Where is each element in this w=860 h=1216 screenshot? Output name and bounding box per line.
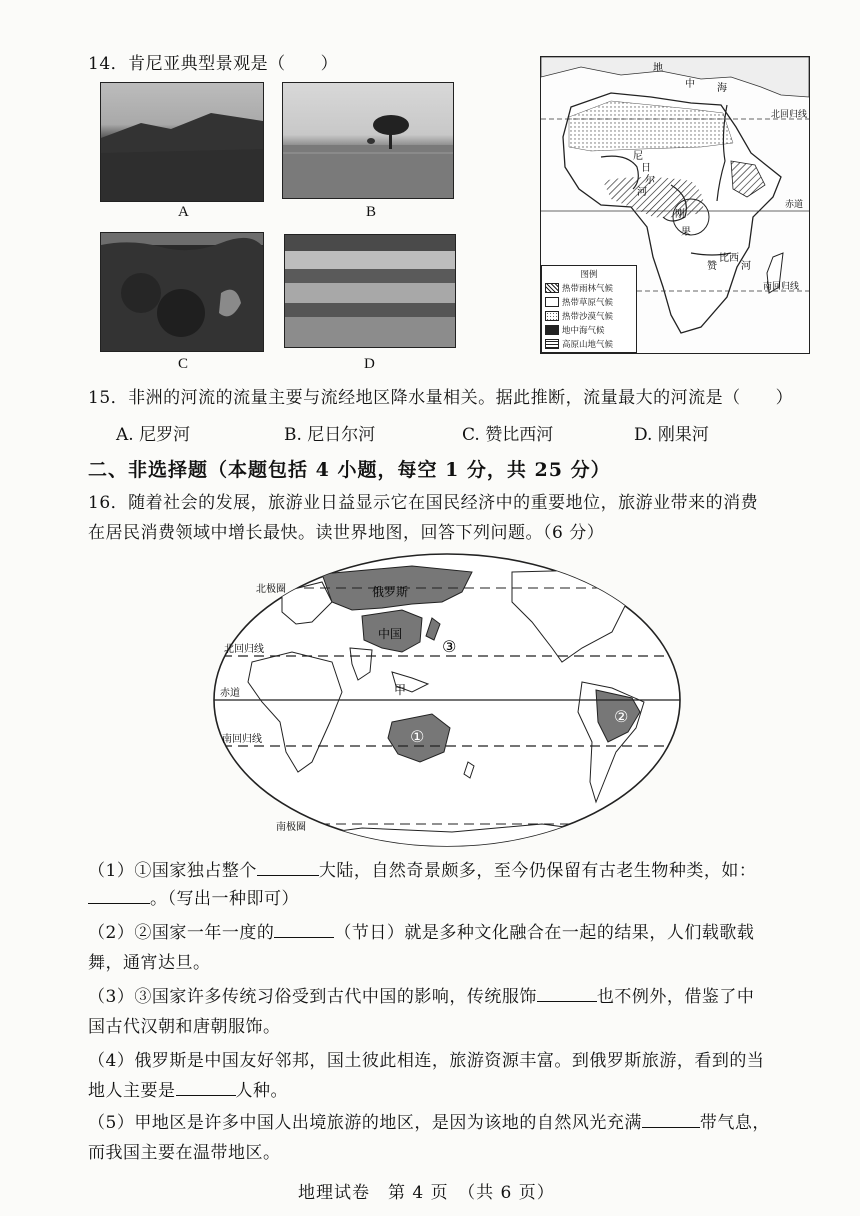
subq-1-text-c: 。（写出一种即可） (150, 889, 299, 909)
subq-3-blank[interactable] (537, 1001, 597, 1002)
africa-map-legend (541, 265, 637, 353)
q15-option-c: C. 赞比西河 (462, 425, 554, 445)
legend-desert-swatch-icon (545, 311, 559, 321)
label-ni: 尼 (633, 151, 643, 162)
subq-5-blank[interactable] (642, 1127, 700, 1128)
legend-item (545, 310, 633, 322)
photo-b-tree (283, 83, 453, 198)
label-tropic-cancer-world: 北回归线 (224, 644, 264, 655)
subq-2-cont: 舞，通宵达旦。 (88, 953, 211, 973)
section-2-title: 二、非选择题（本题包括 4 小题，每空 1 分，共 25 分） (88, 459, 611, 481)
subq-3 (88, 983, 754, 1011)
marker-1-australia: ① (410, 727, 425, 746)
page-footer: 地理试卷 第 4 页 （共 6 页） (298, 1183, 555, 1203)
photo-a-landscape (100, 82, 264, 202)
subq-5 (88, 1109, 770, 1137)
photo-d-bands (285, 235, 455, 347)
question-16-stem-line1: 16．随着社会的发展，旅游业日益显示它在国民经济中的重要地位，旅游业带来的消费 (88, 493, 759, 513)
subq-4-text-c: 人种。 (235, 1081, 288, 1101)
question-14-stem: 14．肯尼亚典型景观是（ ） (88, 54, 339, 74)
marker-3-japan: ③ (442, 637, 457, 656)
label-tropic-capricorn-world: 南回归线 (222, 734, 262, 745)
label-china: 中国 (378, 627, 403, 641)
subq-5-text-b: 带气息， (699, 1113, 770, 1133)
legend-highland-swatch-icon (545, 339, 559, 349)
legend-item (545, 338, 633, 350)
subq-1 (88, 857, 756, 885)
legend-item (545, 296, 633, 308)
photo-d-landscape (284, 234, 456, 348)
photo-d-label: D (364, 356, 375, 372)
subq-4-cont (88, 1077, 288, 1105)
legend-item-label: 热带雨林气候 (562, 284, 614, 294)
photo-b-label: B (366, 204, 377, 220)
label-bixi: 比西 (719, 253, 739, 264)
label-he2: 河 (741, 261, 751, 272)
subq-5-text-a: （5）甲地区是许多中国人出境旅游的地区，是因为该地的自然风光充满 (88, 1113, 642, 1133)
label-gang: 刚 (675, 209, 685, 220)
q15-option-d: D. 刚果河 (634, 425, 709, 445)
legend-mediterranean-swatch-icon (545, 325, 559, 335)
subq-4-blank[interactable] (176, 1095, 236, 1096)
subq-2-text-a: （2）②国家一年一度的 (88, 923, 275, 943)
subq-1-blank-a[interactable] (257, 875, 319, 876)
subq-3-text-b: 也不例外，借鉴了中 (596, 987, 755, 1007)
label-tropic-capricorn: 南回归线 (763, 282, 800, 292)
photo-a-mountain (101, 83, 263, 201)
subq-3-cont: 国古代汉朝和唐朝服饰。 (88, 1017, 281, 1037)
photo-c-forest (100, 232, 264, 352)
legend-item-label: 热带草原气候 (562, 298, 614, 308)
question-16-stem-line2: 在居民消费领域中增长最快。读世界地图，回答下列问题。（6 分） (88, 523, 605, 543)
legend-item-label: 地中海气候 (562, 326, 605, 336)
africa-climate-map (540, 56, 810, 354)
label-arctic-circle: 北极圈 (256, 584, 286, 595)
photo-b-savanna (282, 82, 454, 199)
subq-1-cont (88, 885, 299, 913)
label-er: 尔 (645, 175, 655, 186)
label-russia: 俄罗斯 (372, 585, 409, 599)
photo-c-label: C (178, 356, 189, 372)
q15-option-a: A. 尼罗河 (116, 425, 191, 445)
label-ri: 日 (641, 163, 651, 174)
subq-5-cont: 而我国主要在温带地区。 (88, 1143, 281, 1163)
label-antarctic-circle: 南极圈 (276, 822, 306, 833)
subq-4-text-b: 地人主要是 (88, 1081, 176, 1101)
q15-option-b: B. 尼日尔河 (284, 425, 376, 445)
subq-2 (88, 919, 754, 947)
label-zan: 赞 (707, 261, 717, 272)
photo-c-trees (101, 233, 263, 351)
legend-title: 图例 (580, 270, 598, 280)
subq-1-blank-b[interactable] (88, 903, 150, 904)
europe-landmass (541, 57, 809, 97)
label-equator-world: 赤道 (220, 688, 240, 699)
world-map (212, 552, 682, 848)
legend-item-label: 高原山地气候 (562, 340, 614, 350)
label-tropic-cancer: 北回归线 (771, 110, 808, 120)
legend-savanna-swatch-icon (545, 297, 559, 307)
subq-1-text-b: 大陆，自然奇景颇多，至今仍保留有古老生物种类，如： (318, 861, 757, 881)
label-hai: 海 (717, 83, 727, 94)
label-di: 地 (653, 63, 663, 74)
question-15-stem: 15．非洲的河流的流量主要与流经地区降水量相关。据此推断，流量最大的河流是（ ） (88, 388, 794, 408)
label-equator: 赤道 (785, 200, 804, 210)
legend-item-label: 热带沙漠气候 (562, 312, 614, 322)
marker-2-brazil: ② (614, 707, 629, 726)
subq-3-text-a: （3）③国家许多传统习俗受到古代中国的影响，传统服饰 (88, 987, 537, 1007)
label-he: 河 (637, 187, 647, 198)
legend-item (545, 324, 633, 336)
subq-2-text-b: （节日）就是多种文化融合在一起的结果，人们载歌载 (334, 923, 755, 943)
subq-2-blank[interactable] (274, 937, 334, 938)
subq-1-text-a: （1）①国家独占整个 (88, 861, 257, 881)
label-zhong: 中 (685, 79, 695, 90)
legend-item (545, 282, 633, 294)
photo-a-label: A (178, 204, 189, 220)
label-jia: 甲 (394, 683, 407, 697)
label-guo: 果 (681, 227, 691, 238)
legend-rainforest-swatch-icon (545, 283, 559, 293)
subq-4: （4）俄罗斯是中国友好邻邦，国土彼此相连，旅游资源丰富。到俄罗斯旅游，看到的当 (88, 1051, 765, 1071)
